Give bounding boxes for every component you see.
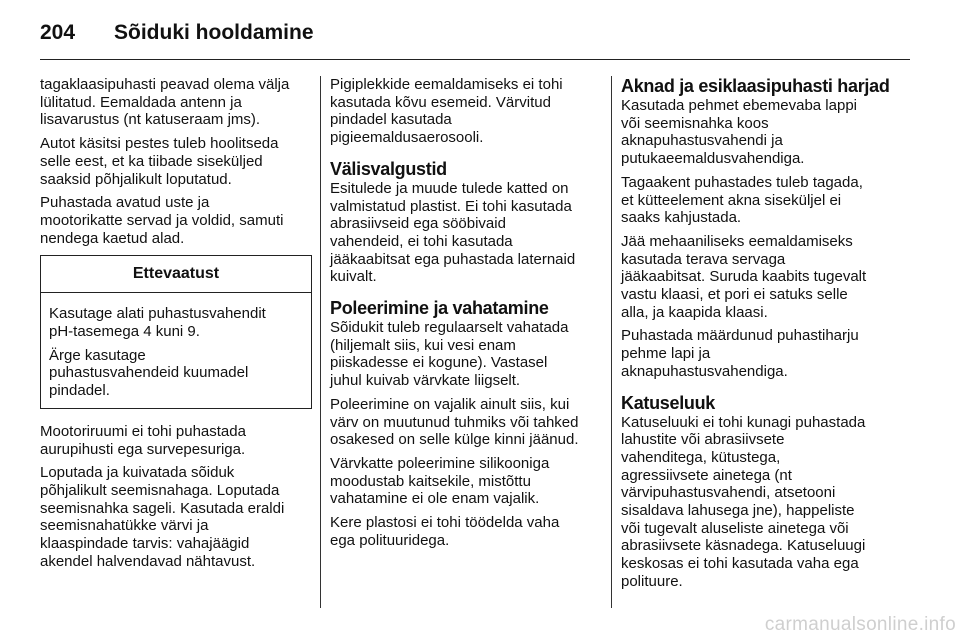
text-line: Värvkatte poleerimine silikooniga	[330, 454, 550, 472]
paragraph	[330, 514, 604, 549]
text-line: Poleerimine on vajalik ainult siis, kui	[330, 395, 570, 413]
text-line: vahendeid, ei tohi kasutada	[330, 232, 513, 250]
paragraph	[621, 174, 913, 227]
text-line: alla, ja kaapida klaasi.	[621, 303, 768, 321]
text-line: Jää mehaaniliseks eemaldamiseks	[621, 232, 853, 250]
column-divider-2	[611, 76, 612, 608]
text-line: lahustite või abrasiivsete	[621, 431, 785, 449]
text-line: või tugevalt aluseliste ainetega või	[621, 519, 849, 537]
text-line: akendel halvendavad nähtavust.	[40, 552, 256, 570]
text-line: põhjalikult seemisnahaga. Loputada	[40, 481, 280, 499]
text-line: Kasutada pehmet ebemevaba lappi	[621, 97, 858, 114]
paragraph	[330, 76, 604, 147]
paragraph	[621, 327, 913, 380]
paragraph	[40, 135, 312, 188]
section-heading-sunroof: Katuseluuk	[621, 392, 716, 413]
text-line: aurupihusti ega survepesuriga.	[40, 440, 246, 458]
text-line: vastu klaasi, et pori ei satuks selle	[621, 286, 848, 304]
paragraph	[330, 319, 604, 390]
text-line: puhastusvahendeid kuumadel	[49, 364, 249, 382]
text-line: Puhastada määrdunud puhastiharju	[621, 327, 859, 345]
paragraph	[621, 97, 913, 168]
paragraph	[40, 76, 312, 129]
text-line: Mootoriruumi ei tohi puhastada	[40, 422, 246, 440]
paragraph	[330, 455, 604, 508]
paragraph	[40, 423, 312, 458]
text-line: kasutada terava servaga	[621, 250, 786, 268]
paragraph	[621, 414, 913, 591]
text-line: pindadel.	[49, 382, 110, 400]
text-line: vahatamine ei ole enam vajalik.	[330, 490, 540, 508]
text-line: klaaspindade tarvis: vahajäägid	[40, 535, 250, 553]
text-line: aknapuhastusvahendiga.	[621, 362, 788, 380]
page-number: 204	[40, 21, 76, 44]
column-1	[40, 76, 312, 576]
page-title: Sõiduki hooldamine	[114, 21, 314, 44]
text-line: Kasutage alati puhastusvahendit	[49, 305, 266, 323]
text-line: nendega kaetud alad.	[40, 229, 185, 247]
text-line: lülitatud. Eemaldada antenn ja	[40, 93, 242, 111]
section-heading-exterior-lights: Välisvalgustid	[330, 158, 447, 179]
text-line: polituure.	[621, 572, 683, 590]
text-line: moodustab kaitsekile, mistõttu	[330, 472, 531, 490]
text-line: lisavarustus (nt katuseraam jms).	[40, 111, 261, 129]
text-line: pigieemaldusaerosooli.	[330, 129, 484, 147]
caution-body	[41, 293, 311, 408]
text-line: seemisnahatükke värvi ja	[40, 517, 209, 535]
text-line: agressiivsete ainetega (nt	[621, 466, 792, 484]
text-line: pH-tasemega 4 kuni 9.	[49, 323, 200, 341]
text-line: või seemisnahka koos	[621, 114, 769, 132]
paragraph	[330, 396, 604, 449]
text-line: seemisnahka sageli. Kasutada eraldi	[40, 499, 285, 517]
text-line: ega polituuridega.	[330, 531, 450, 549]
text-line: abrasiivsete käsnadega. Katuseluugi	[621, 537, 866, 555]
column-3	[621, 76, 913, 597]
text-line: juhul kuivab värvkate liigselt.	[330, 372, 521, 390]
text-line: piiskadesse ei kogune). Vastasel	[330, 354, 548, 372]
text-line: Puhastada avatud uste ja	[40, 194, 210, 212]
paragraph	[40, 464, 312, 570]
text-line: abrasiivseid ega sööbivaid	[330, 215, 506, 233]
text-line: Tagaakent puhastades tuleb tagada,	[621, 173, 863, 191]
text-line: keskosas ei tohi kasutada vaha ega	[621, 555, 859, 573]
text-line: pehme lapi ja	[621, 345, 711, 363]
text-line: Esitulede ja muude tulede katted on	[330, 179, 569, 197]
text-line: Kere plastosi ei tohi töödelda vaha	[330, 514, 560, 532]
paragraph	[621, 233, 913, 322]
text-line: värvipuhastusvahendi, atsetooni	[621, 484, 836, 502]
text-line: pindadel kasutada	[330, 111, 452, 129]
text-line: jääkaabitsat. Suruda kaabits tugevalt	[621, 268, 867, 286]
text-line: Sõidukit tuleb regulaarselt vahatada	[330, 319, 569, 337]
text-line: tagaklaasipuhasti peavad olema välja	[40, 76, 290, 93]
paragraph	[40, 194, 312, 247]
text-line: sisaldava lahusega jne), happeliste	[621, 502, 855, 520]
paragraph	[330, 180, 604, 286]
text-line: aknapuhastusvahendi ja	[621, 132, 783, 150]
text-line: kuivalt.	[330, 268, 377, 286]
text-line: värv on muutunud tuhmiks või tahked	[330, 413, 579, 431]
text-line: saaks kahjustada.	[621, 209, 742, 227]
text-line: Loputada ja kuivatada sõiduk	[40, 464, 235, 482]
paragraph	[49, 347, 303, 400]
text-line: et kütteelement akna siseküljel ei	[621, 191, 842, 209]
caution-title: Ettevaatust	[41, 256, 311, 293]
text-line: Katuseluuki ei tohi kunagi puhastada	[621, 413, 866, 431]
text-line: valmistatud plastist. Ei tohi kasutada	[330, 197, 572, 215]
text-line: jääkaabitsat ega puhastada laternaid	[330, 250, 576, 268]
column-2	[330, 76, 604, 555]
page-header	[40, 14, 910, 52]
text-line: vahenditega, kütustega,	[621, 448, 781, 466]
text-line: Autot käsitsi pestes tuleb hoolitseda	[40, 135, 279, 153]
watermark: carmanualsonline.info	[764, 614, 956, 635]
caution-box	[40, 255, 312, 409]
column-divider-1	[320, 76, 321, 608]
text-line: putukaeemaldusvahendiga.	[621, 150, 805, 168]
text-line: saaksid põhjalikult loputatud.	[40, 170, 232, 188]
text-line: osakesed on selle külge kinni jäänud.	[330, 431, 579, 449]
text-line: selle eest, et ka tiibade siseküljed	[40, 152, 263, 170]
text-line: Ärge kasutage	[49, 346, 146, 364]
paragraph	[49, 305, 303, 340]
text-line: Pigiplekkide eemaldamiseks ei tohi	[330, 76, 563, 93]
section-heading-polishing: Poleerimine ja vahatamine	[330, 298, 549, 319]
text-line: kasutada kõvu esemeid. Värvitud	[330, 93, 551, 111]
section-heading-windows: Aknad ja esiklaasipuhasti harjad	[621, 76, 890, 96]
text-line: (hiljemalt siis, kui vesi enam	[330, 336, 516, 354]
text-line: mootorikatte servad ja voldid, samuti	[40, 211, 284, 229]
header-rule	[40, 59, 910, 60]
